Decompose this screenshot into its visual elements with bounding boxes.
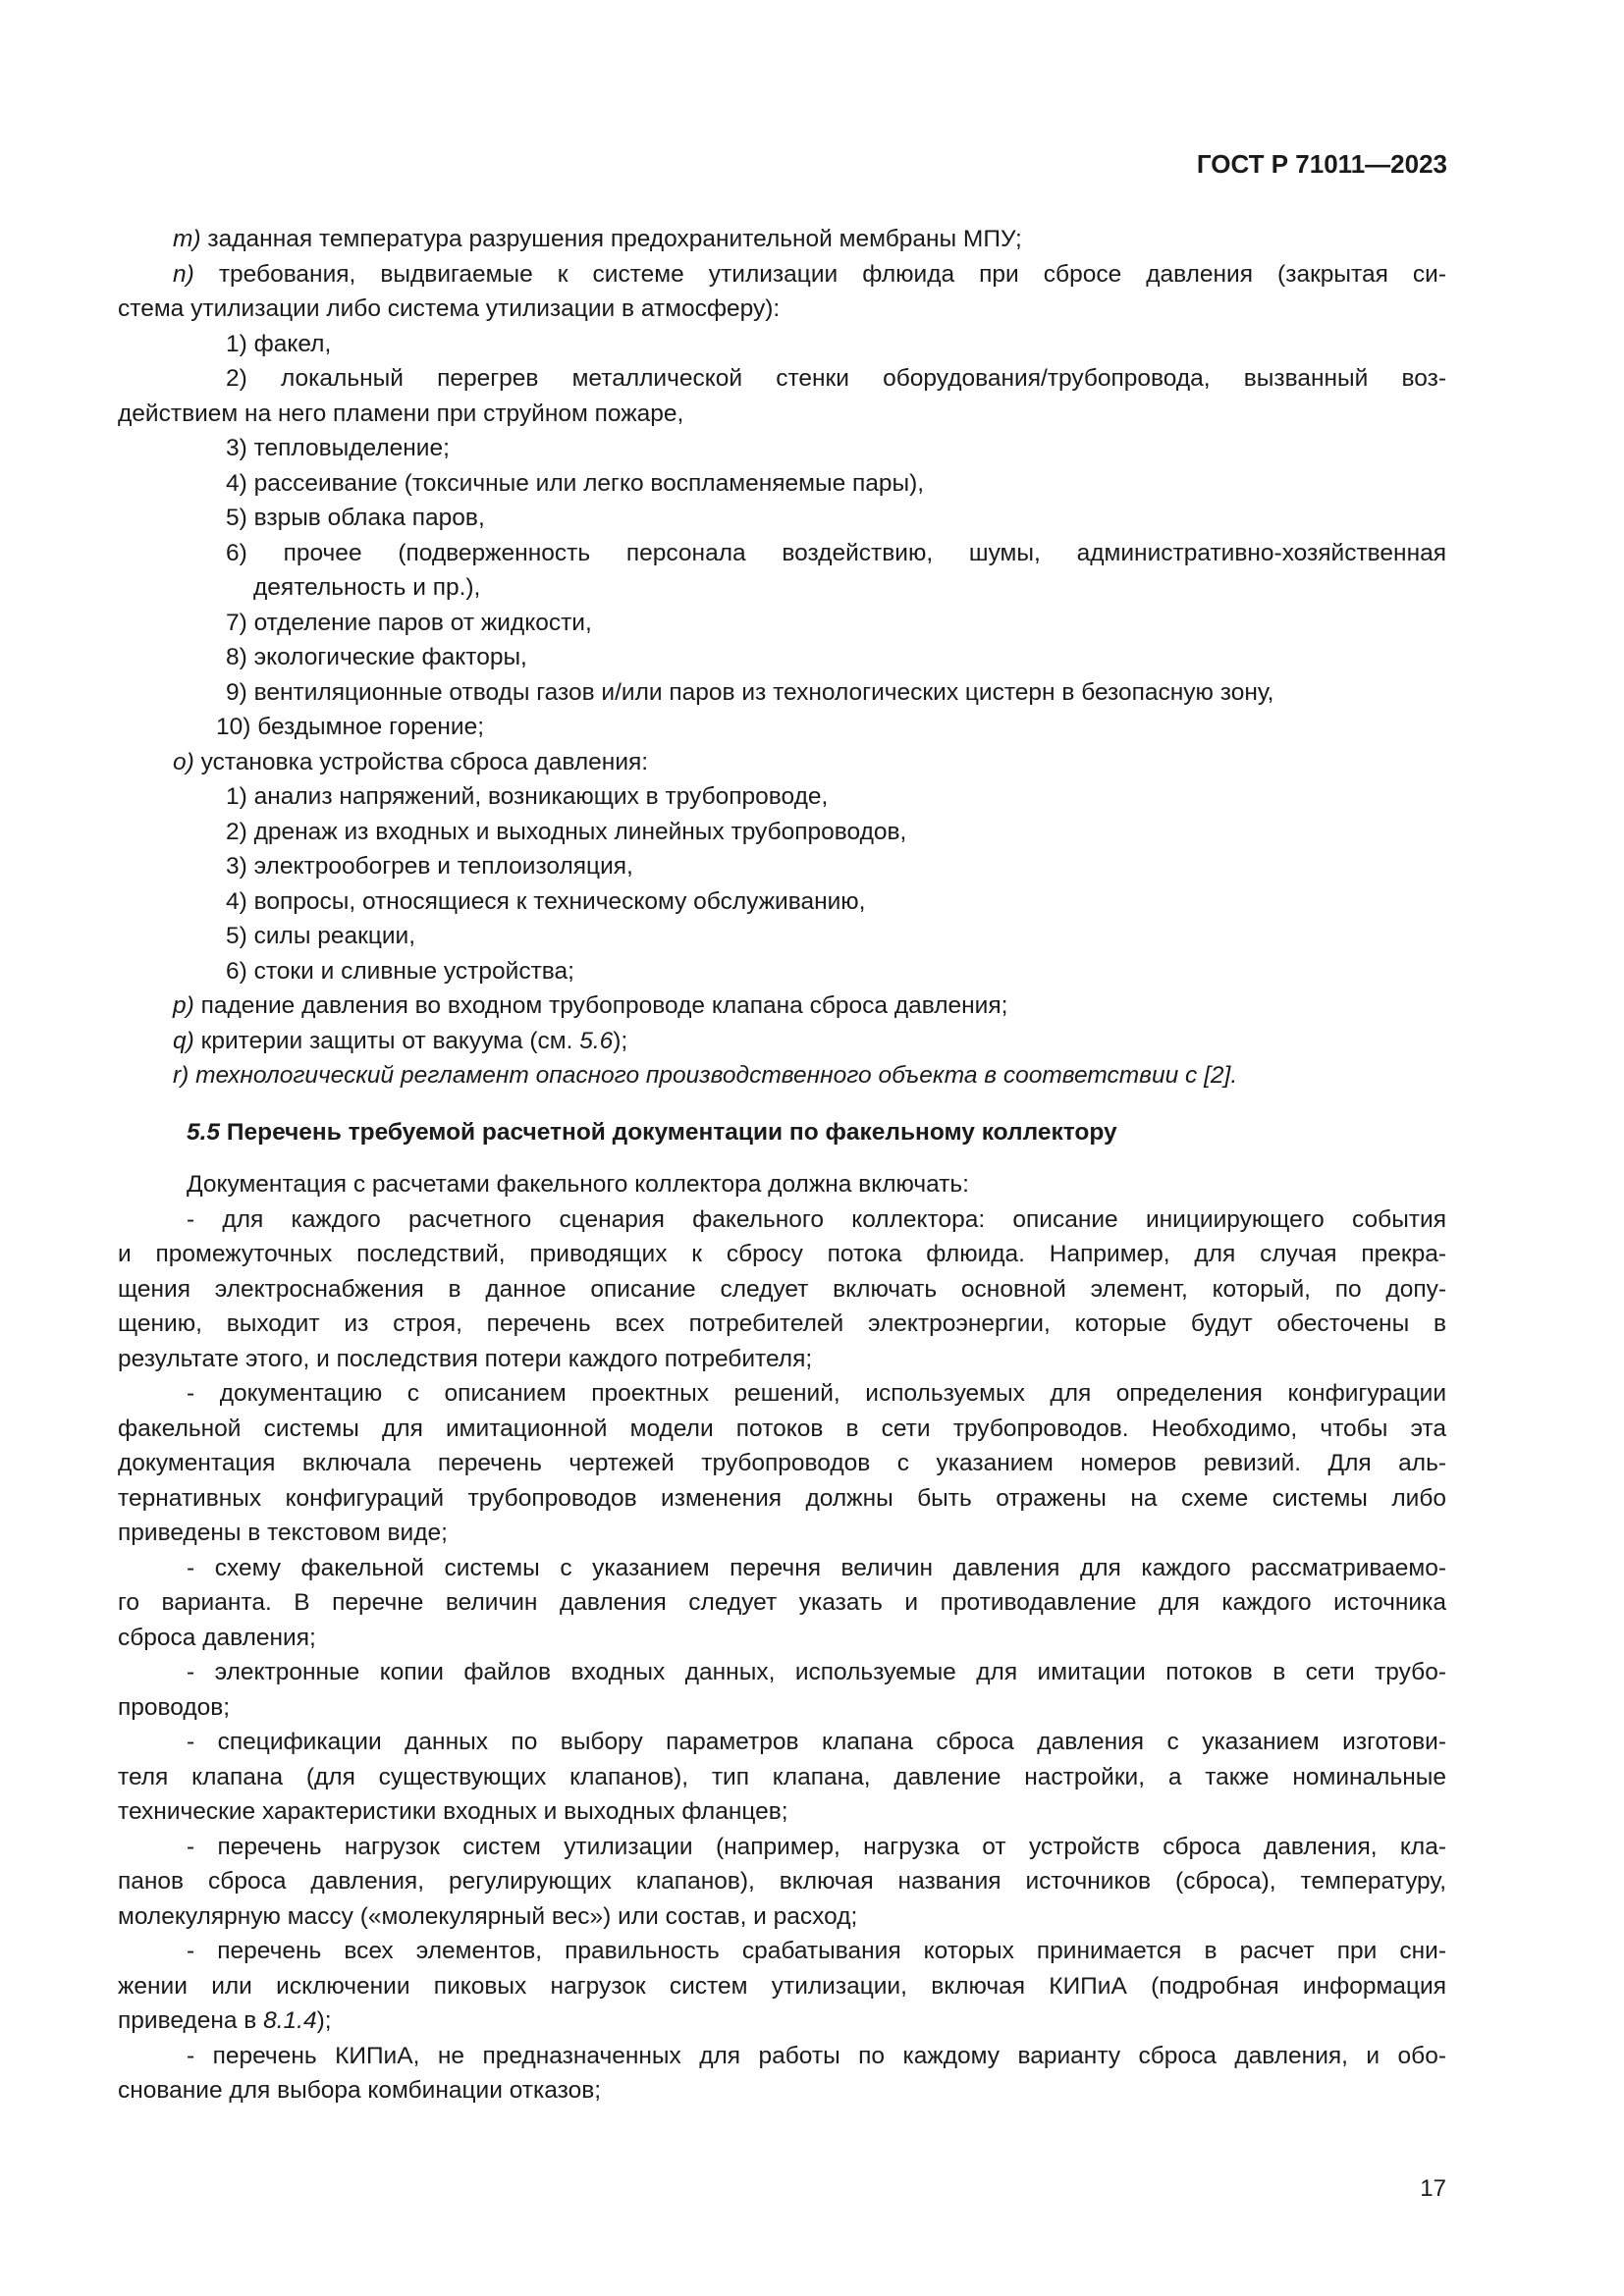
item-text: падение давления во входном трубопроводе клапана сброса давления; <box>193 992 1008 1019</box>
paragraph-line: и промежуточных последствий, приводящих к сбросу потока флюида. Например, для случая прекра- <box>118 1241 1446 1267</box>
bullet-paragraph: - электронные копии файлов входных данных, используемые для имитации потоков в сети трубо- <box>187 1659 1446 1685</box>
sub-item: 2) локальный перегрев металлической стенки оборудования/трубопровода, вызванный воз- <box>226 365 1446 392</box>
paragraph-line: панов сброса давления, регулирующих клапанов), включая названия источников (сброса), температуру, <box>118 1868 1446 1895</box>
bullet-paragraph: - схему факельной системы с указанием перечня величин давления для каждого рассматриваемо- <box>187 1554 1446 1581</box>
paragraph-line: документация включала перечень чертежей трубопроводов с указанием номеров ревизий. Для аль- <box>118 1450 1446 1476</box>
item-marker: m) <box>173 226 201 252</box>
sub-item: 1) факел, <box>226 330 332 357</box>
item-marker: n) <box>173 260 194 288</box>
paragraph-line: щению, выходит из строя, перечень всех потребителей электроэнергии, которые будут обесточены в <box>118 1310 1446 1337</box>
list-item-p <box>118 988 1446 1024</box>
bullet-paragraph: - перечень КИПиА, не предназначенных для работы по каждому варианту сброса давления, и обо- <box>187 2042 1446 2069</box>
paragraph-line: молекулярную массу («молекулярный вес») или состав, и расход; <box>118 1902 858 1930</box>
item-marker: q) <box>173 1027 194 1054</box>
paragraph-line: факельной системы для имитационной модели потоков в сети трубопроводов. Необходимо, чтобы эта <box>118 1415 1446 1442</box>
list-item-o <box>118 745 1446 780</box>
sub-item: 3) тепловыделение; <box>226 435 450 461</box>
item-text: ); <box>613 1027 628 1054</box>
paragraph-line: жении или исключении пиковых нагрузок систем утилизации, включая КИПиА (подробная информация <box>118 1972 1446 2000</box>
paragraph-line <box>118 2003 1446 2039</box>
sub-item: 8) экологические факторы, <box>226 644 527 670</box>
sub-item-continuation: деятельность и пр.), <box>253 574 481 601</box>
item-text: установка устройства сброса давления: <box>193 748 649 775</box>
section-title: Перечень требуемой расчетной документации по факельному коллектору <box>220 1118 1117 1146</box>
paragraph-line: снование для выбора комбинации отказов; <box>118 2077 602 2104</box>
bullet-paragraph: - документацию с описанием проектных решений, используемых для определения конфигурации <box>187 1380 1446 1407</box>
cross-reference: 5.6 <box>579 1027 614 1054</box>
paragraph-line: приведены в текстовом виде; <box>118 1520 448 1546</box>
sub-item: 3) электрообогрев и теплоизоляция, <box>226 853 633 880</box>
paragraph-text: ); <box>316 2007 332 2034</box>
item-text: требования, выдвигаемые к системе утилизации флюида при сбросе давления (закрытая си- <box>193 260 1446 288</box>
document-header: ГОСТ Р 71011—2023 <box>1196 149 1447 179</box>
bullet-paragraph: - перечень всех элементов, правильность срабатывания которых принимается в расчет при сни- <box>187 1938 1446 1964</box>
item-text: заданная температура разрушения предохранительной мембраны МПУ; <box>200 226 1022 252</box>
paragraph-line: результате этого, и последствия потери каждого потребителя; <box>118 1345 813 1372</box>
sub-item: 7) отделение паров от жидкости, <box>226 609 592 636</box>
section-heading <box>118 1115 1446 1150</box>
page-number: 17 <box>1420 2175 1446 2202</box>
list-item-r: r) технологический регламент опасного производственного объекта в соответствии с [2]. <box>173 1062 1238 1089</box>
list-item-n <box>118 257 1446 293</box>
paragraph-line: тернативных конфигураций трубопроводов изменения должны быть отражены на схеме системы либо <box>118 1484 1446 1512</box>
item-marker: o) <box>173 748 194 775</box>
paragraph-line: проводов; <box>118 1693 231 1721</box>
list-item-m <box>118 222 1446 257</box>
paragraph-text: приведена в <box>118 2007 264 2034</box>
sub-item: 1) анализ напряжений, возникающих в трубопроводе, <box>226 783 829 810</box>
sub-item: 5) взрыв облака паров, <box>226 505 485 531</box>
sub-item: 10) бездымное горение; <box>216 714 485 740</box>
sub-item: 5) силы реакции, <box>226 923 416 949</box>
paragraph-intro: Документация с расчетами факельного коллектора должна включать: <box>187 1171 969 1198</box>
section-number: 5.5 <box>187 1118 221 1146</box>
item-marker: p) <box>173 992 194 1019</box>
paragraph-line: теля клапана (для существующих клапанов), тип клапана, давление настройки, а также номинальные <box>118 1763 1446 1790</box>
sub-item: 6) стоки и сливные устройства; <box>226 957 574 985</box>
sub-item-continuation: действием на него пламени при струйном пожаре, <box>118 400 684 427</box>
sub-item: 4) вопросы, относящиеся к техническому обслуживанию, <box>226 887 866 915</box>
cross-reference: 8.1.4 <box>263 2007 317 2034</box>
list-item-q <box>118 1024 1446 1059</box>
paragraph-line: технические характеристики входных и выходных фланцев; <box>118 1798 788 1825</box>
bullet-paragraph: - спецификации данных по выбору параметров клапана сброса давления с указанием изготови- <box>187 1729 1446 1755</box>
sub-item: 4) рассеивание (токсичные или легко воспламеняемые пары), <box>226 469 925 497</box>
page-content <box>118 222 1446 2109</box>
item-text: критерии защиты от вакуума (см. <box>193 1027 580 1054</box>
sub-item: 9) вентиляционные отводы газов и/или паров из технологических цистерн в безопасную зону, <box>226 678 1274 706</box>
paragraph-line: щения электроснабжения в данное описание следует включать основной элемент, который, по допу- <box>118 1275 1446 1303</box>
paragraph-line: го варианта. В перечне величин давления следует указать и противодавление для каждого источника <box>118 1589 1446 1616</box>
bullet-paragraph: - перечень нагрузок систем утилизации (например, нагрузка от устройств сброса давления, кла- <box>187 1833 1446 1860</box>
sub-item: 6) прочее (подверженность персонала воздействию, шумы, административно-хозяйственная <box>226 539 1446 566</box>
paragraph-line: сброса давления; <box>118 1624 316 1651</box>
bullet-paragraph: - для каждого расчетного сценария факельного коллектора: описание инициирующего события <box>187 1205 1446 1233</box>
sub-item: 2) дренаж из входных и выходных линейных трубопроводов, <box>226 818 907 845</box>
item-text-continuation: стема утилизации либо система утилизации в атмосферу): <box>118 295 781 322</box>
